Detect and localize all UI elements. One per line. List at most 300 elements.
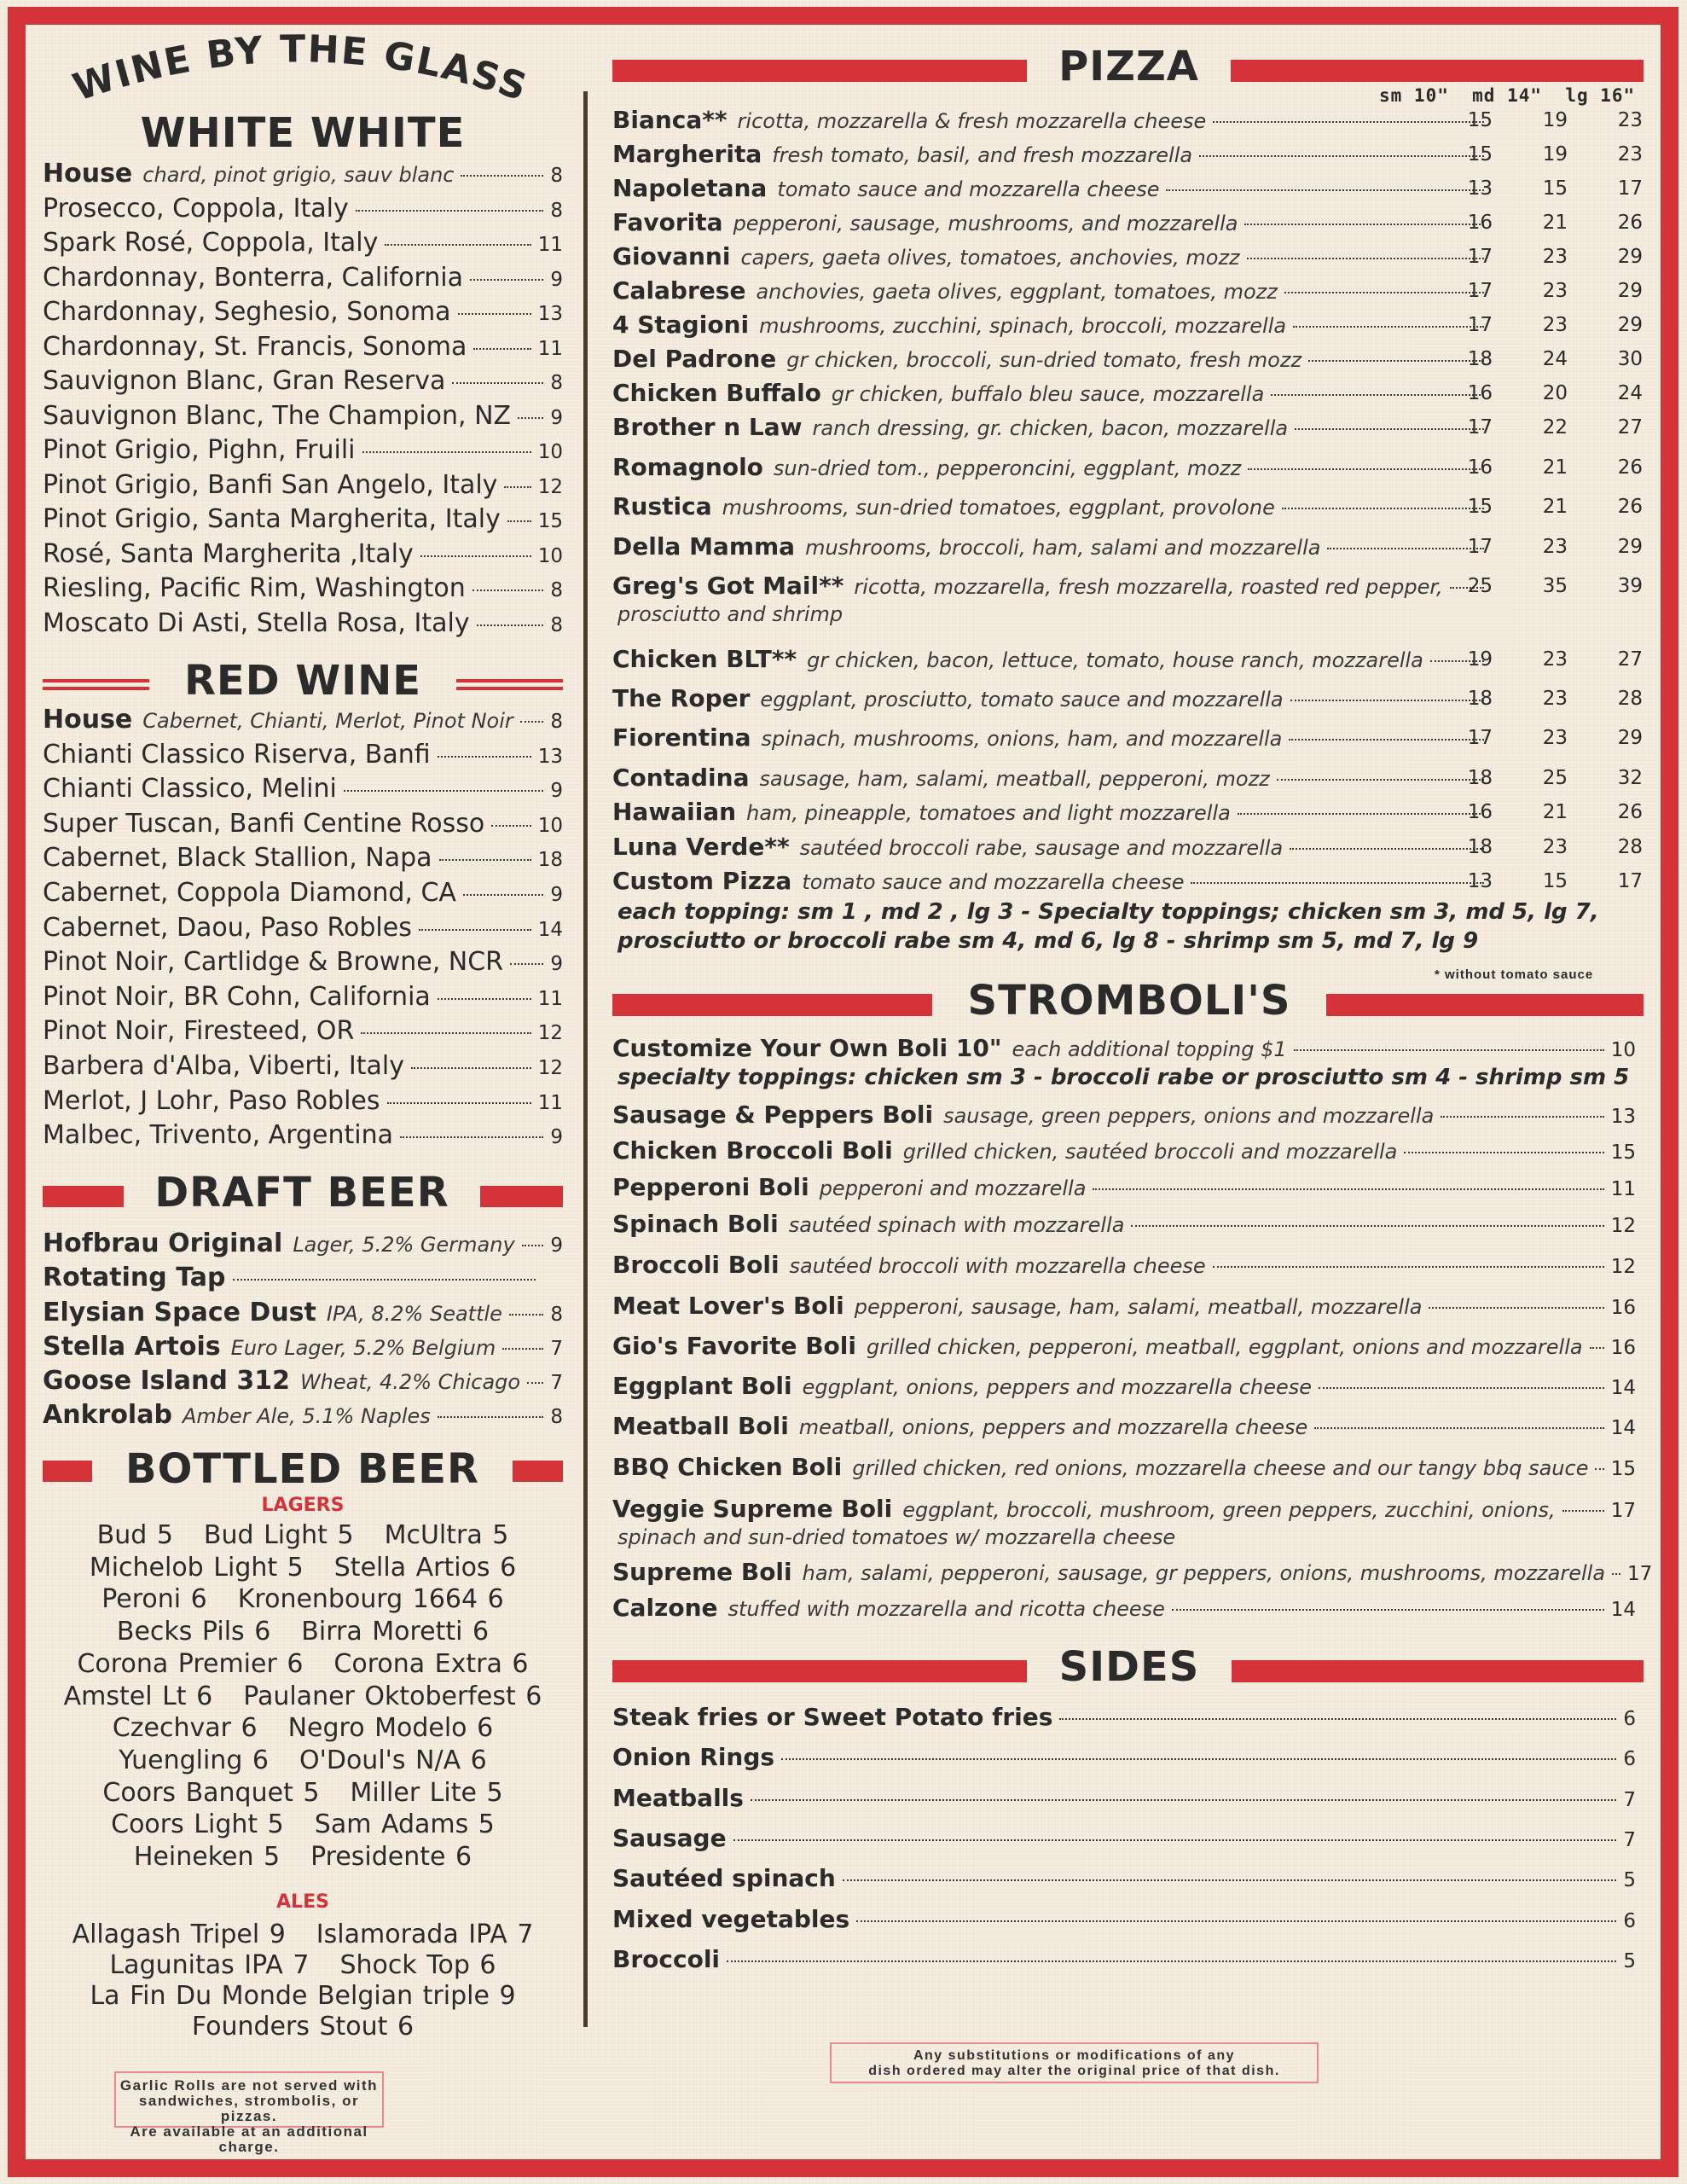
beer-line — [34, 1520, 571, 1550]
list-item[interactable] — [612, 1136, 1636, 1165]
item-name: Pepperoni Boli — [612, 1173, 809, 1201]
list-item[interactable] — [43, 1298, 563, 1327]
bottled-beer-heading: BOTTLED BEER — [125, 1445, 480, 1493]
item-price: 7 — [1623, 1788, 1636, 1811]
list-item[interactable] — [612, 1558, 1653, 1586]
list-item[interactable] — [612, 684, 1491, 712]
dot-leader — [856, 1920, 1616, 1922]
list-item[interactable] — [612, 1784, 1636, 1812]
item-name: Pinot Noir, Firesteed, OR — [43, 1016, 355, 1047]
list-item[interactable] — [612, 106, 1491, 134]
list-item[interactable] — [612, 140, 1491, 168]
list-item[interactable] — [612, 1412, 1636, 1440]
item-name: Napoletana — [612, 174, 768, 202]
item-name: Pinot Noir, BR Cohn, California — [43, 981, 431, 1012]
list-item[interactable] — [612, 1945, 1636, 1973]
list-item[interactable] — [43, 332, 563, 362]
dot-leader — [477, 624, 544, 626]
list-item[interactable] — [612, 413, 1491, 441]
list-item[interactable] — [612, 1210, 1636, 1238]
dot-leader — [473, 348, 530, 350]
notice-line: sandwiches, strombolis, or pizzas. — [138, 2093, 360, 2124]
list-item[interactable] — [43, 539, 563, 569]
item-name: Pinot Grigio, Santa Margherita, Italy — [43, 504, 501, 534]
wine-by-the-glass-title — [47, 26, 550, 119]
list-item[interactable] — [612, 345, 1491, 373]
beer-item[interactable]: Bud Light 5 — [203, 1520, 354, 1550]
beer-item[interactable]: McUltra 5 — [384, 1520, 509, 1550]
list-item[interactable] — [43, 194, 563, 224]
list-item[interactable] — [43, 1366, 563, 1396]
item-name: Cabernet, Black Stallion, Napa — [43, 843, 432, 874]
price-md: 23 — [1542, 314, 1568, 336]
item-name: Favorita — [612, 208, 723, 236]
beer-item[interactable]: Coors Light 5 — [111, 1809, 284, 1840]
dot-leader — [1213, 1266, 1604, 1268]
item-name: Chianti Classico, Melini — [43, 774, 337, 804]
list-item[interactable] — [612, 1034, 1636, 1062]
beer-item[interactable]: O'Doul's N/A 6 — [299, 1745, 487, 1775]
item-description: eggplant, broccoli, mushroom, green peppers, zucchini, onions, — [902, 1498, 1556, 1522]
beer-line — [34, 1745, 571, 1775]
red-wine-rule-left-top — [43, 679, 149, 682]
dot-leader — [1131, 1225, 1603, 1227]
pizza-heading: PIZZA — [1058, 43, 1199, 90]
item-name: Steak fries or Sweet Potato fries — [612, 1703, 1053, 1731]
price-sm: 15 — [1467, 109, 1493, 131]
item-name: Custom Pizza — [612, 867, 792, 895]
pizza-bar-left — [612, 60, 1027, 82]
list-item[interactable] — [612, 1101, 1636, 1129]
beer-item[interactable]: Allagash Tripel 9 — [72, 1920, 286, 1949]
item-prices — [1417, 801, 1643, 823]
draft-bar-right — [480, 1186, 563, 1207]
item-description: pepperoni, sausage, mushrooms, and mozzarella — [733, 212, 1238, 235]
beer-line — [34, 1950, 571, 1980]
price-md: 15 — [1542, 870, 1568, 892]
price-lg: 17 — [1617, 177, 1643, 200]
list-item[interactable] — [612, 1173, 1636, 1201]
price-sm: 13 — [1467, 177, 1493, 200]
beer-item[interactable]: Kronenbourg 1664 6 — [237, 1584, 504, 1615]
item-name: Calabrese — [612, 276, 746, 305]
item-prices — [1417, 648, 1643, 671]
item-name: Luna Verde** — [612, 833, 790, 861]
list-item[interactable] — [612, 532, 1491, 561]
dot-leader — [420, 555, 531, 557]
dot-leader — [400, 1136, 543, 1138]
item-name: Moscato Di Asti, Stella Rosa, Italy — [43, 607, 470, 638]
beer-item[interactable]: Lagunitas IPA 7 — [109, 1950, 310, 1980]
item-name: Prosecco, Coppola, Italy — [43, 193, 349, 224]
dot-leader — [509, 1314, 543, 1316]
beer-item[interactable]: Negro Modelo 6 — [287, 1713, 494, 1744]
price-lg: 27 — [1617, 416, 1643, 439]
list-item[interactable] — [612, 572, 1491, 600]
stromboli-specialty-note: specialty toppings: chicken sm 3 - broccoli rabe or prosciutto sm 4 - shrimp sm 5 — [617, 1065, 1630, 1090]
item-price: 12 — [537, 475, 563, 498]
dot-leader — [522, 1245, 544, 1246]
item-name: Elysian Space Dust — [43, 1298, 316, 1327]
item-prices — [1417, 536, 1643, 558]
price-md: 23 — [1542, 280, 1568, 302]
list-item[interactable] — [612, 1251, 1636, 1279]
beer-item[interactable]: Paulaner Oktoberfest 6 — [243, 1681, 542, 1711]
item-name: Riesling, Pacific Rim, Washington — [43, 573, 466, 603]
notice-line: Garlic Rolls are not served with — [119, 2077, 379, 2094]
price-md: 25 — [1542, 767, 1568, 789]
item-description: tomato sauce and mozzarella cheese — [802, 870, 1185, 894]
list-item[interactable] — [612, 208, 1491, 236]
item-name: Hawaiian — [612, 798, 737, 826]
item-name: Spinach Boli — [612, 1210, 779, 1238]
bottled-bar-right — [513, 1461, 563, 1482]
price-sm: 15 — [1467, 143, 1493, 166]
item-price: 9 — [550, 406, 563, 429]
list-item[interactable] — [43, 504, 563, 534]
price-md: 21 — [1542, 801, 1568, 823]
price-lg: 26 — [1617, 801, 1643, 823]
item-name: Customize Your Own Boli 10" — [612, 1034, 1002, 1062]
price-sm: 18 — [1467, 688, 1493, 710]
item-price: 16 — [1610, 1297, 1636, 1319]
item-price: 10 — [537, 544, 563, 567]
list-item[interactable] — [612, 1864, 1636, 1892]
price-md: 21 — [1542, 212, 1568, 234]
item-description: anchovies, gaeta olives, eggplant, tomatoes, mozz — [756, 280, 1278, 304]
dot-leader — [491, 825, 531, 827]
item-description: Amber Ale, 5.1% Naples — [182, 1404, 431, 1428]
list-item[interactable] — [612, 1372, 1636, 1400]
list-item[interactable] — [612, 764, 1491, 792]
item-name: House — [43, 159, 133, 189]
item-price: 13 — [1610, 1106, 1636, 1128]
size-medium: md 14" — [1472, 85, 1543, 106]
item-description: sun-dried tom., pepperoncini, eggplant, mozz — [773, 456, 1242, 480]
list-item[interactable] — [612, 174, 1491, 202]
beer-item[interactable]: Yuengling 6 — [119, 1745, 269, 1775]
dot-leader — [361, 1032, 530, 1034]
item-price: 8 — [550, 579, 563, 601]
item-description-cont: spinach and sun-dried tomatoes w/ mozzarella cheese — [617, 1525, 1176, 1549]
item-name: Cabernet, Coppola Diamond, CA — [43, 878, 456, 908]
beer-item[interactable]: Czechvar 6 — [112, 1713, 258, 1744]
price-sm: 18 — [1467, 348, 1493, 370]
item-prices — [1417, 836, 1643, 858]
list-item[interactable] — [612, 1743, 1636, 1771]
list-item[interactable] — [612, 276, 1491, 305]
beer-item[interactable]: Becks Pils 6 — [116, 1617, 271, 1647]
item-description: capers, gaeta olives, tomatoes, anchovies, mozz — [740, 246, 1240, 270]
sides-heading: SIDES — [1058, 1643, 1200, 1691]
dot-leader — [472, 590, 544, 591]
list-item[interactable] — [43, 1120, 563, 1150]
price-md: 21 — [1542, 496, 1568, 518]
item-description: pepperoni and mozzarella — [819, 1176, 1087, 1200]
item-description: meatball, onions, peppers and mozzarella cheese — [798, 1415, 1308, 1439]
price-lg: 23 — [1617, 143, 1643, 166]
dot-leader — [1294, 1049, 1604, 1051]
item-description: grilled chicken, sautéed broccoli and mozzarella — [902, 1140, 1398, 1164]
beer-item[interactable]: Shock Top 6 — [339, 1950, 496, 1980]
list-item[interactable] — [43, 705, 563, 735]
beer-item[interactable]: Islamorada IPA 7 — [316, 1920, 534, 1949]
item-name: Della Mamma — [612, 532, 796, 561]
price-lg: 24 — [1617, 382, 1643, 404]
dot-leader — [1595, 1468, 1603, 1470]
list-item[interactable] — [43, 1016, 563, 1046]
item-prices — [1417, 382, 1643, 404]
item-prices — [1417, 727, 1643, 749]
dot-leader — [507, 520, 531, 522]
beer-item[interactable]: Heineken 5 — [133, 1842, 281, 1872]
dot-leader — [356, 210, 544, 212]
price-sm: 17 — [1467, 536, 1493, 558]
notice-line: Any substitutions or modifications of any — [913, 2048, 1236, 2063]
item-name: House — [43, 705, 133, 735]
item-description: each additional topping $1 — [1012, 1037, 1287, 1061]
item-description: ham, pineapple, tomatoes and light mozzarella — [746, 801, 1231, 825]
list-item[interactable] — [43, 809, 563, 839]
price-md: 19 — [1542, 109, 1568, 131]
list-item[interactable] — [612, 1332, 1636, 1360]
list-item[interactable] — [43, 159, 563, 189]
item-price: 9 — [550, 1234, 563, 1257]
item-prices — [1417, 348, 1643, 370]
list-item[interactable] — [612, 1495, 1636, 1523]
item-name: BBQ Chicken Boli — [612, 1453, 843, 1481]
price-md: 23 — [1542, 727, 1568, 749]
item-prices — [1417, 767, 1643, 789]
stromboli-heading: STROMBOLI'S — [967, 977, 1291, 1025]
sides-bar-right — [1232, 1660, 1644, 1682]
item-prices — [1417, 456, 1643, 479]
dot-leader — [463, 894, 543, 896]
price-md: 23 — [1542, 836, 1568, 858]
beer-line — [34, 1553, 571, 1583]
item-name: Merlot, J Lohr, Paso Robles — [43, 1085, 380, 1116]
item-name: Pinot Grigio, Pighn, Fruili — [43, 435, 356, 465]
beer-line — [34, 2012, 571, 2042]
price-md: 19 — [1542, 143, 1568, 166]
item-prices — [1417, 314, 1643, 336]
price-sm: 25 — [1467, 575, 1493, 597]
list-item[interactable] — [43, 843, 563, 873]
list-item[interactable] — [43, 1051, 563, 1081]
price-md: 23 — [1542, 648, 1568, 671]
list-item[interactable] — [43, 263, 563, 293]
item-name: Spark Rosé, Coppola, Italy — [43, 228, 379, 258]
list-item[interactable] — [43, 228, 563, 258]
item-name: Meat Lover's Boli — [612, 1292, 844, 1320]
item-description: eggplant, prosciutto, tomato sauce and mozzarella — [760, 688, 1284, 712]
beer-item[interactable]: La Fin Du Monde Belgian triple 9 — [90, 1981, 516, 2011]
list-item[interactable] — [612, 311, 1491, 339]
list-item[interactable] — [43, 608, 563, 638]
price-lg: 29 — [1617, 727, 1643, 749]
beer-item[interactable]: Coors Banquet 5 — [102, 1777, 320, 1808]
white-wine-heading: WHITE WHITE — [140, 109, 466, 157]
dot-leader — [1590, 1347, 1604, 1349]
list-item[interactable] — [612, 1292, 1636, 1320]
price-sm: 17 — [1467, 280, 1493, 302]
list-item[interactable] — [43, 878, 563, 908]
list-item[interactable] — [612, 867, 1491, 895]
item-price: 8 — [550, 711, 563, 733]
item-price: 11 — [537, 987, 563, 1010]
list-item[interactable] — [43, 1400, 563, 1430]
price-md: 35 — [1542, 575, 1568, 597]
list-item[interactable] — [612, 242, 1491, 270]
size-large: lg 16" — [1565, 85, 1636, 106]
beer-line — [34, 1920, 571, 1949]
price-sm: 16 — [1467, 212, 1493, 234]
list-item[interactable] — [43, 1086, 563, 1116]
item-description: mushrooms, broccoli, ham, salami and mozzarella — [805, 536, 1321, 560]
item-name: The Roper — [612, 684, 751, 712]
list-item[interactable] — [43, 740, 563, 770]
dot-leader — [438, 1416, 544, 1418]
list-item[interactable] — [43, 1228, 563, 1258]
draft-bar-left — [43, 1186, 124, 1207]
list-item[interactable] — [612, 1824, 1636, 1852]
item-name: Goose Island 312 — [43, 1366, 290, 1396]
item-name: Rustica — [612, 492, 712, 520]
item-name: Supreme Boli — [612, 1558, 792, 1586]
price-md: 23 — [1542, 246, 1568, 268]
beer-item[interactable]: Stella Artios 6 — [333, 1552, 517, 1583]
list-item[interactable] — [43, 366, 563, 396]
price-lg: 26 — [1617, 456, 1643, 479]
item-description: grilled chicken, red onions, mozzarella cheese and our tangy bbq sauce — [852, 1456, 1589, 1480]
list-item[interactable] — [43, 1263, 563, 1292]
stromboli-bar-left — [612, 994, 932, 1016]
list-item[interactable] — [612, 1703, 1636, 1731]
item-price: 8 — [550, 1304, 563, 1326]
item-prices — [1417, 416, 1643, 439]
item-name: Greg's Got Mail** — [612, 572, 844, 600]
item-price: 17 — [1610, 1500, 1636, 1522]
item-price: 18 — [537, 849, 563, 872]
list-item[interactable] — [43, 982, 563, 1012]
price-lg: 17 — [1617, 870, 1643, 892]
list-item[interactable] — [612, 1905, 1636, 1933]
dot-leader — [843, 1879, 1617, 1881]
beer-item[interactable]: Founders Stout 6 — [191, 2012, 415, 2042]
item-description: gr chicken, broccoli, sun-dried tomato, fresh mozz — [786, 348, 1302, 372]
item-price: 8 — [550, 165, 563, 187]
item-prices — [1417, 496, 1643, 518]
list-item[interactable] — [43, 947, 563, 977]
beer-item[interactable]: Sam Adams 5 — [314, 1809, 495, 1840]
list-item[interactable] — [612, 645, 1491, 673]
draft-beer-heading: DRAFT BEER — [154, 1169, 449, 1217]
list-item[interactable] — [43, 573, 563, 603]
list-item[interactable] — [612, 453, 1491, 481]
dot-leader — [438, 756, 531, 758]
beer-item[interactable]: Michelob Light 5 — [89, 1552, 304, 1583]
beer-item[interactable]: Amstel Lt 6 — [63, 1681, 213, 1711]
item-name: Stella Artois — [43, 1332, 221, 1362]
price-lg: 32 — [1617, 767, 1643, 789]
list-item[interactable] — [43, 774, 563, 804]
item-price: 9 — [550, 884, 563, 906]
item-description: tomato sauce and mozzarella cheese — [777, 177, 1160, 201]
item-prices — [1417, 280, 1643, 302]
sides-bar-left — [612, 1660, 1027, 1682]
list-item[interactable] — [612, 1453, 1636, 1481]
item-name: Fiorentina — [612, 723, 751, 752]
price-sm: 17 — [1467, 416, 1493, 439]
item-price: 13 — [537, 303, 563, 325]
item-price: 9 — [550, 953, 563, 976]
beer-item[interactable]: Corona Premier 6 — [77, 1648, 304, 1679]
list-item[interactable] — [43, 435, 563, 465]
list-item[interactable] — [612, 798, 1491, 826]
beer-item[interactable]: Peroni 6 — [101, 1584, 207, 1615]
tomato-sauce-footnote: * without tomato sauce — [1435, 967, 1594, 982]
list-item[interactable] — [43, 913, 563, 943]
item-name: Giovanni — [612, 242, 731, 270]
beer-item[interactable]: Presidente 6 — [310, 1842, 472, 1872]
lagers-label: LAGERS — [261, 1495, 345, 1516]
list-item[interactable] — [612, 492, 1491, 520]
list-item[interactable] — [612, 833, 1491, 861]
item-name: Hofbrau Original — [43, 1228, 283, 1258]
price-sm: 17 — [1467, 727, 1493, 749]
price-md: 23 — [1542, 536, 1568, 558]
price-sm: 16 — [1467, 382, 1493, 404]
item-price: 7 — [1623, 1828, 1636, 1851]
item-prices — [1417, 688, 1643, 710]
dot-leader — [502, 1348, 543, 1350]
dot-leader — [733, 1839, 1617, 1841]
list-item[interactable] — [43, 470, 563, 500]
list-item[interactable] — [612, 1594, 1636, 1622]
beer-item[interactable]: Miller Lite 5 — [350, 1777, 503, 1808]
item-price: 12 — [1610, 1215, 1636, 1237]
dot-leader — [1612, 1573, 1620, 1575]
list-item[interactable] — [43, 297, 563, 327]
item-price: 12 — [1610, 1256, 1636, 1278]
list-item[interactable] — [43, 401, 563, 431]
item-name: Pinot Noir, Cartlidge & Browne, NCR — [43, 947, 503, 978]
notice-line: Are available at an additional charge. — [130, 2123, 368, 2155]
item-price: 17 — [1627, 1563, 1653, 1585]
item-name: Eggplant Boli — [612, 1372, 792, 1400]
list-item[interactable] — [43, 1332, 563, 1362]
item-prices — [1417, 177, 1643, 200]
ales-label: ALES — [276, 1891, 329, 1913]
item-price: 10 — [1610, 1039, 1636, 1061]
item-name: Veggie Supreme Boli — [612, 1495, 893, 1523]
dot-leader — [520, 721, 544, 723]
list-item[interactable] — [612, 723, 1491, 752]
price-lg: 26 — [1617, 212, 1643, 234]
item-price: 14 — [1610, 1417, 1636, 1439]
garlic-rolls-notice — [114, 2071, 384, 2155]
list-item[interactable] — [612, 379, 1491, 407]
beer-item[interactable]: Birra Moretti 6 — [301, 1617, 490, 1647]
beer-item[interactable]: Corona Extra 6 — [333, 1648, 529, 1679]
price-lg: 28 — [1617, 688, 1643, 710]
beer-item[interactable]: Bud 5 — [96, 1520, 173, 1550]
item-price: 16 — [1610, 1337, 1636, 1359]
item-name: Sausage — [612, 1823, 727, 1852]
item-name: Barbera d'Alba, Viberti, Italy — [43, 1051, 404, 1081]
dot-leader — [1059, 1718, 1616, 1720]
item-name: Romagnolo — [612, 453, 763, 481]
